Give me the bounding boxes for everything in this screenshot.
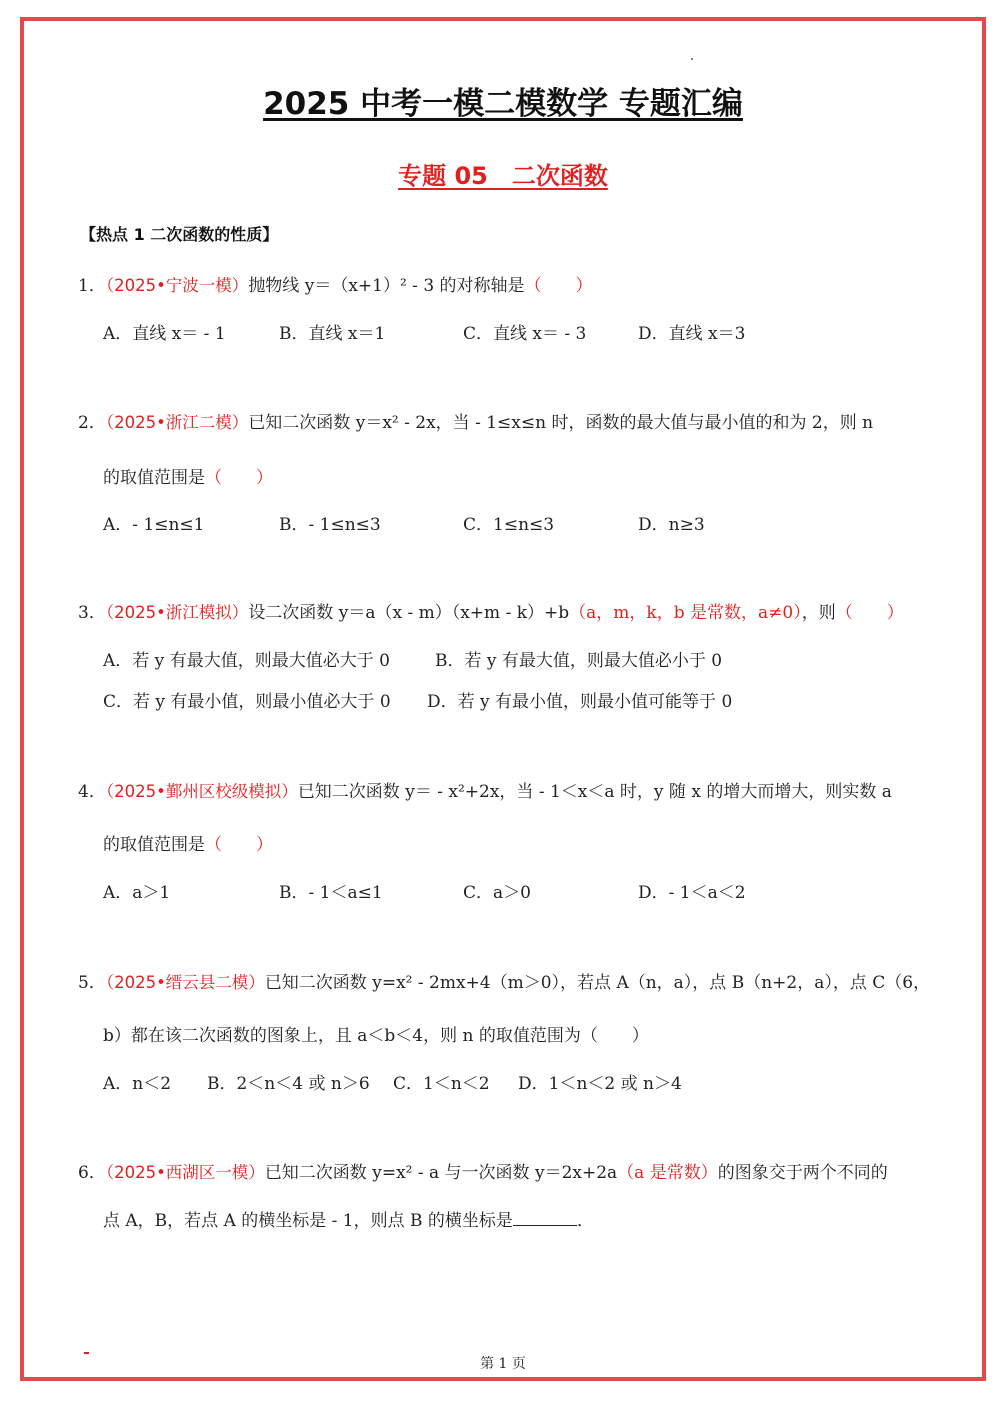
q3-option-c: C．若 y 有最小值，则最小值必大于 0 xyxy=(103,692,391,712)
question-5: 5．（2025•缙云县二模）已知二次函数 y=x² - 2mx+4（m＞0），若点 A（n，a），点 B（n+2，a），点 C（6， xyxy=(78,973,931,993)
question-1: 1．（2025•宁波一模）抛物线 y＝（x+1）² - 3 的对称轴是（ ） xyxy=(78,276,593,296)
question-6: 6．（2025•西湖区一模）已知二次函数 y=x² - a 与一次函数 y＝2x+2a（a 是常数）的图象交于两个不同的 xyxy=(78,1163,888,1183)
question-6-cont: 点 A，B，若点 A 的横坐标是 - 1，则点 B 的横坐标是 ． xyxy=(103,1211,594,1231)
q1-option-b: B．直线 x＝1 xyxy=(279,324,386,344)
q3-option-a: A．若 y 有最大值，则最大值必大于 0 xyxy=(103,651,390,671)
answer-blank[interactable] xyxy=(513,1211,577,1226)
q3-option-b: B．若 y 有最大值，则最大值必小于 0 xyxy=(435,651,723,671)
speck xyxy=(691,58,693,60)
q1-option-a: A．直线 x＝ - 1 xyxy=(103,324,226,344)
q5-option-c: C．1＜n＜2 xyxy=(393,1074,490,1094)
q2-option-b: B．- 1≤n≤3 xyxy=(279,515,381,535)
question-4-cont: 的取值范围是（ ） xyxy=(103,835,273,855)
q3-option-d: D．若 y 有最小值，则最小值可能等于 0 xyxy=(427,692,733,712)
question-5-cont: b）都在该二次函数的图象上，且 a＜b＜4，则 n 的取值范围为（ ） xyxy=(103,1026,649,1046)
question-4: 4．（2025•鄞州区校级模拟）已知二次函数 y＝ - x²+2x，当 - 1＜x＜a 时，y 随 x 的增大而增大，则实数 a xyxy=(78,782,892,802)
q1-option-d: D．直线 x＝3 xyxy=(638,324,746,344)
section-heading: 【热点 1 二次函数的性质】 xyxy=(80,225,279,244)
q4-option-b: B．- 1＜a≤1 xyxy=(279,883,383,903)
page-number: 第 1 页 xyxy=(480,1356,526,1372)
q5-option-d: D．1＜n＜2 或 n＞4 xyxy=(518,1074,682,1094)
q2-option-d: D．n≥3 xyxy=(638,515,705,535)
q4-option-d: D．- 1＜a＜2 xyxy=(638,883,746,903)
topic-subtitle: 专题 05 二次函数 xyxy=(398,162,608,190)
page-title: 2025 中考一模二模数学 专题汇编 xyxy=(263,86,743,122)
q4-option-c: C．a＞0 xyxy=(463,883,531,903)
q2-option-a: A．- 1≤n≤1 xyxy=(103,515,205,535)
q2-option-c: C．1≤n≤3 xyxy=(463,515,555,535)
question-2: 2．（2025•浙江二模）已知二次函数 y＝x² - 2x，当 - 1≤x≤n 时，函数的最大值与最小值的和为 2，则 n xyxy=(78,413,874,433)
q5-option-a: A．n＜2 xyxy=(103,1074,172,1094)
question-2-cont: 的取值范围是（ ） xyxy=(103,468,273,488)
q1-option-c: C．直线 x＝ - 3 xyxy=(463,324,587,344)
q5-option-b: B．2＜n＜4 或 n＞6 xyxy=(207,1074,370,1094)
q4-option-a: A．a＞1 xyxy=(103,883,171,903)
question-3: 3．（2025•浙江模拟）设二次函数 y＝a（x - m）（x+m - k）+b（a，m，k，b 是常数，a≠0），则（ ） xyxy=(78,603,904,623)
